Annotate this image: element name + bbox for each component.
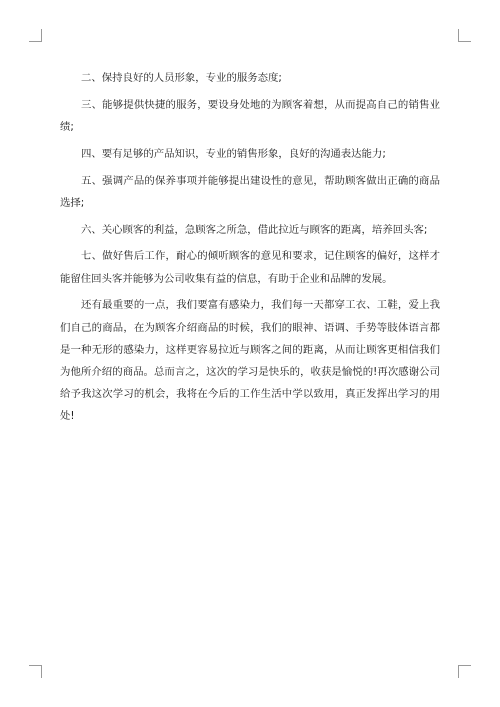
paragraph-item-2: 二、保持良好的人员形象，专业的服务态度; — [81, 72, 282, 84]
document-body — [60, 67, 440, 432]
crop-mark-bottom-right — [458, 665, 471, 678]
paragraph-item-5: 五、强调产品的保养事项并能够提出建设性的意见，帮助顾客做出正确的商品选择; — [60, 174, 440, 209]
crop-mark-bottom-left — [29, 665, 42, 678]
crop-mark-top-left — [29, 29, 42, 42]
paragraph-item-7: 七、做好售后工作，耐心的倾听顾客的意见和要求，记住顾客的偏好，这样才能留住回头客并能够为公司收集有益的信息，有助于企业和品牌的发展。 — [60, 250, 440, 285]
paragraph-item-6: 六、关心顾客的利益，急顾客之所急，借此拉近与顾客的距离，培养回头客; — [81, 223, 428, 236]
paragraph-conclusion: 还有最重要的一点，我们要富有感染力，我们每一天都穿工衣、工鞋，爱上我们自己的商品，在为顾客介绍商品的时候，我们的眼神、语调、手势等肢体语言都是一种无形的感染力，这样更容易拉近与顾客之间的距离，从而让顾客更相信我们为他所介绍的商品。总而言之，这次的学习是快乐的，收获是愉悦的!再次感谢公司给予我这次学习的机会，我将在今后的工作生活中学以致用，真正发挥出学习的用处! — [60, 299, 440, 423]
paragraph-item-3: 三、能够提供快捷的服务，要设身处地的为顾客着想，从而提高自己的销售业绩; — [60, 98, 440, 133]
paragraph-item-4: 四、要有足够的产品知识，专业的销售形象，良好的沟通表达能力; — [81, 147, 386, 160]
crop-mark-top-right — [458, 29, 471, 42]
